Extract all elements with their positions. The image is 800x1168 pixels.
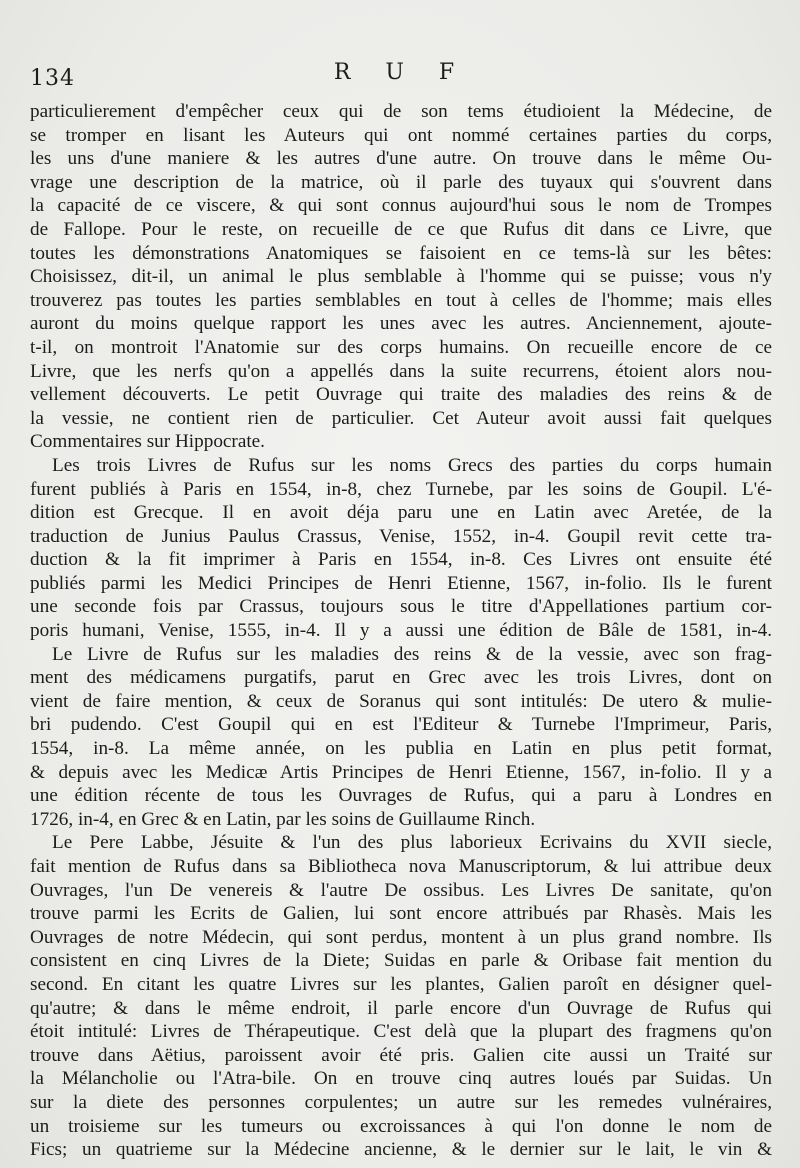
text-line: les uns d'une maniere & les autres d'une autre. On trouve dans le même Ou-	[30, 148, 772, 170]
text-line: Fics; un quatrieme sur la Médecine ancienne, & le dernier sur le lait, le vin &	[30, 1139, 772, 1161]
paragraph-first-line: Le Pere Labbe, Jésuite & l'un des plus laborieux Ecrivains du XVII siecle,	[52, 832, 772, 854]
body-text	[30, 100, 772, 1162]
text-line: sur la diete des personnes corpulentes; un autre sur les remedes vulnéraires,	[30, 1091, 772, 1113]
text-line: auront du moins quelque rapport les unes avec les autres. Anciennement, ajoute-	[30, 313, 772, 335]
text-line: trouve dans Aëtius, paroissent avoir été pris. Galien cite aussi un Traité sur	[30, 1044, 772, 1066]
text-line: une seconde fois par Crassus, toujours sous le titre d'Appellationes partium cor-	[30, 596, 772, 618]
text-line: se tromper en lisant les Auteurs qui ont nommé certaines parties du corps,	[30, 124, 772, 146]
text-line: la capacité de ce viscere, & qui sont connus aujourd'hui sous le nom de Trompes	[30, 195, 772, 217]
text-line: Commentaires sur Hippocrate.	[30, 431, 265, 453]
text-line: furent publiés à Paris en 1554, in-8, chez Turnebe, par les soins de Goupil. L'é-	[30, 478, 772, 500]
text-line: une édition récente de tous les Ouvrages de Rufus, qui a paru à Londres en	[30, 785, 772, 807]
text-line: second. En citant les quatre Livres sur les plantes, Galien paroît en désigner quel-	[30, 973, 772, 995]
text-line: traduction de Junius Paulus Crassus, Venise, 1552, in-4. Goupil revit cette tra-	[30, 525, 772, 547]
page-header	[30, 60, 772, 100]
text-line: trouverez pas toutes les parties semblables en tout à celles de l'homme; mais elles	[30, 289, 772, 311]
text-line: Livre, que les nerfs qu'on a appellés dans la suite recurrens, étoient alors nou-	[30, 360, 772, 382]
text-line: de Fallope. Pour le reste, on recueille de ce que Rufus dit dans ce Livre, que	[30, 218, 772, 240]
text-line: duction & la fit imprimer à Paris en 1554, in-8. Ces Livres ont ensuite été	[30, 549, 772, 571]
text-line: un troisieme sur les tumeurs ou excroissances à qui l'on donne le nom de	[30, 1115, 772, 1137]
text-line: bri pudendo. C'est Goupil qui en est l'Editeur & Turnebe l'Imprimeur, Paris,	[30, 714, 772, 736]
text-line: étoit intitulé: Livres de Thérapeutique. C'est delà que la plupart des fragmens qu'on	[30, 1021, 772, 1043]
text-line: particulierement d'empêcher ceux qui de son tems étudioient la Médecine, de	[30, 101, 772, 122]
paragraph-first-line: Les trois Livres de Rufus sur les noms Grecs des parties du corps humain	[52, 454, 772, 476]
text-line: poris humani, Venise, 1555, in-4. Il y a aussi une édition de Bâle de 1581, in-4.	[30, 620, 772, 642]
text-line: Ouvrages, l'un De venereis & l'autre De ossibus. Les Livres De sanitate, qu'on	[30, 879, 772, 901]
text-line: vrage une description de la matrice, où il parle des tuyaux qui s'ouvrent dans	[30, 171, 772, 193]
text-line: consistent en cinq Livres de la Diete; Suidas en parle & Oribase fait mention du	[30, 950, 772, 972]
text-line: trouve parmi les Ecrits de Galien, lui sont encore attribués par Rhasès. Mais les	[30, 903, 772, 925]
text-line: 1726, in-4, en Grec & en Latin, par les soins de Guillaume Rinch.	[30, 808, 536, 830]
text-line: la Mélancholie ou l'Atra-bile. On en trouve cinq autres loués par Suidas. Un	[30, 1068, 772, 1090]
text-line: toutes les démonstrations Anatomiques se faisoient en ce tems-là sur les bêtes:	[30, 242, 772, 264]
text-line: t-il, on montroit l'Anatomie sur des corps humains. On recueille encore de ce	[30, 336, 772, 358]
page-number: 134	[30, 66, 75, 91]
text-line: Choisissez, dit-il, un animal le plus semblable à l'homme qui se puisse; vous n'y	[30, 266, 772, 288]
running-head: R U F	[333, 60, 469, 85]
text-line: publiés parmi les Medici Principes de Henri Etienne, 1567, in-folio. Ils le furent	[30, 572, 772, 594]
text-line: 1554, in-8. La même année, on les publia en Latin en plus petit format,	[30, 738, 772, 760]
text-line: qu'autre; & dans le même endroit, il parle encore d'un Ouvrage de Rufus qui	[30, 997, 772, 1019]
text-line: dition est Grecque. Il en avoit déja paru une en Latin avec Aretée, de la	[30, 502, 772, 524]
text-line: & depuis avec les Medicæ Artis Principes de Henri Etienne, 1567, in-folio. Il y a	[30, 761, 772, 783]
text-line: fait mention de Rufus dans sa Bibliotheca nova Manuscriptorum, & lui attribue deux	[30, 856, 772, 877]
text-line: vient de faire mention, & ceux de Soranus qui sont intitulés: De utero & mulie-	[30, 690, 772, 712]
text-line: vellement découverts. Le petit Ouvrage qui traite des maladies des reins & de	[30, 384, 772, 406]
text-line: ment des médicamens purgatifs, parut en Grec avec les trois Livres, dont on	[30, 667, 772, 689]
text-line: Ouvrages de notre Médecin, qui sont perdus, montent à un plus grand nombre. Ils	[30, 926, 772, 948]
text-line: la vessie, ne contient rien de particulier. Cet Auteur avoit aussi fait quelques	[30, 407, 772, 429]
paragraph-first-line: Le Livre de Rufus sur les maladies des reins & de la vessie, avec son frag-	[52, 643, 772, 665]
